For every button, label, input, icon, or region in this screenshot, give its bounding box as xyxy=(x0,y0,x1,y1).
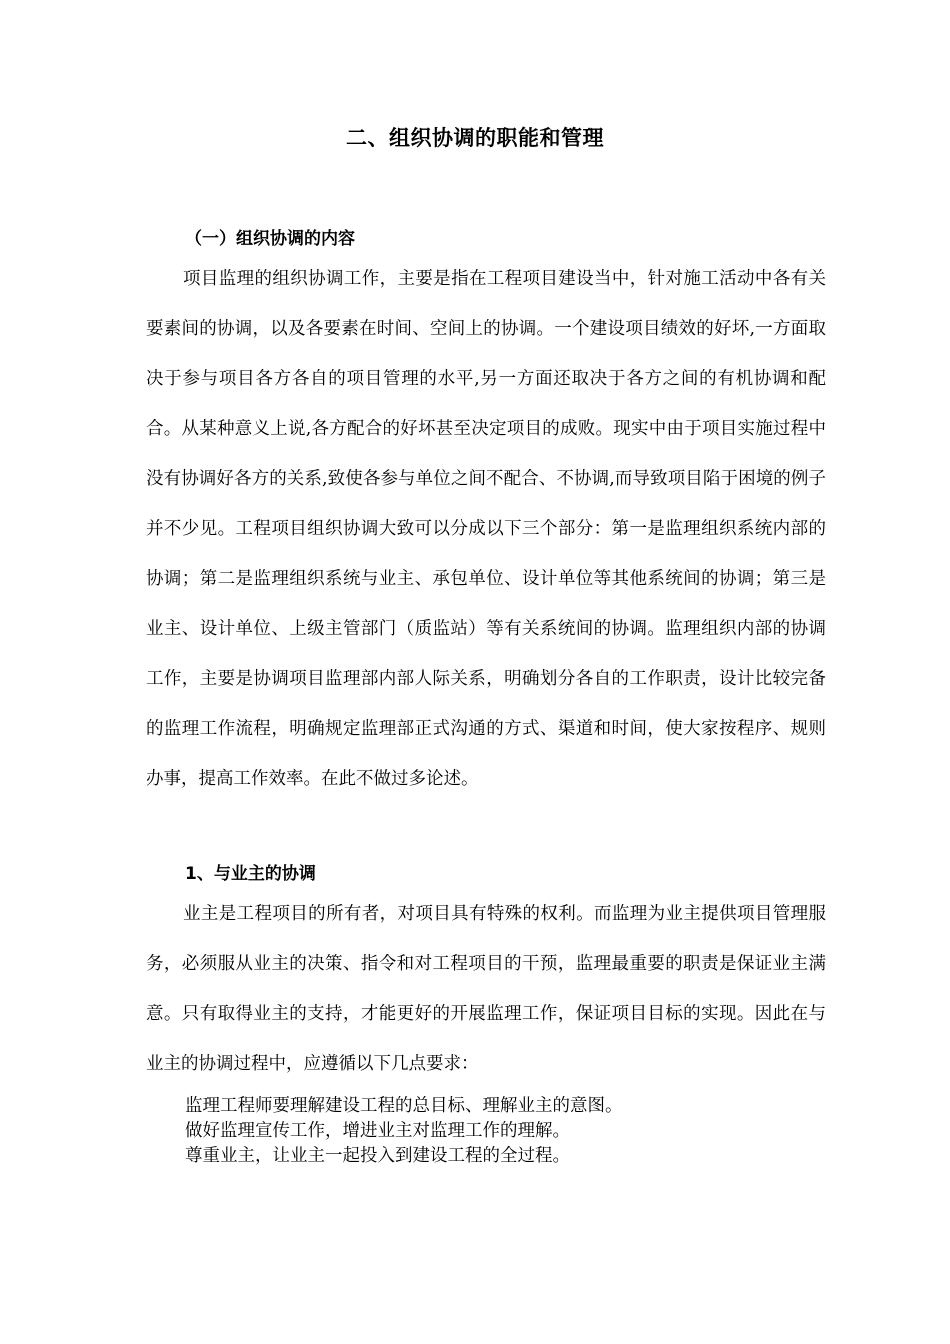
paragraph-content: 项目监理的组织协调工作，主要是指在工程项目建设当中，针对施工活动中各有关要素间的协调，以及各要素在时间、空间上的协调。一个建设项目绩效的好坏,一方面取决于参与项目各方各自的项目管理的水平,另一方面还取决于各方之间的有机协调和配合。从某种意义上说,各方配合的好坏甚至决定项目的成败。现实中由于项目实施过程中没有协调好各方的关系,致使各参与单位之间不配合、不协调,而导致项目陷于困境的例子并不少见。工程项目组织协调大致可以分成以下三个部分：第一是监理组织系统内部的协调；第二是监理组织系统与业主、承包单位、设计单位等其他系统间的协调；第三是业主、设计单位、上级主管部门（质监站）等有关系统间的协调。监理组织内部的协调工作，主要是协调项目监理部内部人际关系，明确划分各自的工作职责，设计比较完备的监理工作流程，明确规定监理部正式沟通的方式、渠道和时间，使大家按程序、规则办事，提高工作效率。在此不做过多论述。 xyxy=(146,269,826,789)
list-item: 监理工程师要理解建设工程的总目标、理解业主的意图。 xyxy=(185,1096,623,1116)
requirements-list xyxy=(185,1094,623,1169)
section-heading-content: （一）组织协调的内容 xyxy=(185,229,355,249)
list-item: 做好监理宣传工作，增进业主对监理工作的理解。 xyxy=(185,1121,570,1141)
section-heading-owner-coordination: 1、与业主的协调 xyxy=(185,864,316,884)
list-item: 尊重业主，让业主一起投入到建设工程的全过程。 xyxy=(185,1146,570,1166)
paragraph-owner-coordination: 业主是工程项目的所有者，对项目具有特殊的权利。而监理为业主提供项目管理服务，必须服从业主的决策、指令和对工程项目的干预，监理最重要的职责是保证业主满意。只有取得业主的支持，才能更好的开展监理工作，保证项目目标的实现。因此在与业主的协调过程中，应遵循以下几点要求： xyxy=(146,904,826,1074)
page-title: 二、组织协调的职能和管理 xyxy=(346,126,604,150)
